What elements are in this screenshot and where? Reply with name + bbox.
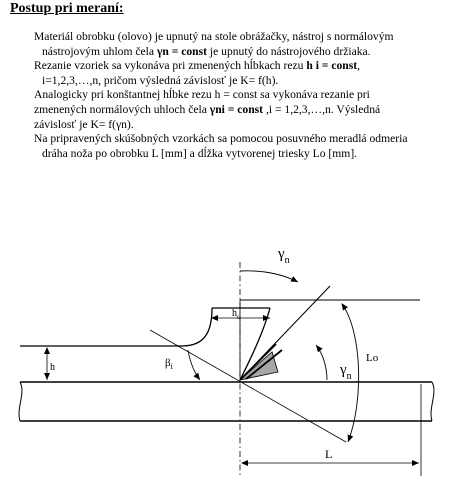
text-run: Materiál obrobku (olovo) je upnutý na stole obrážačky, nástroj s normálovým [34, 30, 394, 43]
text-run: je upnutý do nástrojového držiaka. [207, 44, 371, 58]
gamma-right-label: $\gamma_n$ [340, 362, 352, 382]
shear-line [150, 330, 346, 442]
depth-const: h i = const [306, 59, 358, 73]
l-label: L [325, 447, 333, 461]
h-label: h [50, 362, 55, 373]
rake-angle-const: γn = const [156, 44, 207, 58]
text-run: ,i = 1,2,3,…,n. Výsledná [263, 102, 381, 116]
text-run: Analogicky pri konštantnej hĺbke rezu h = const sa vykonáva rezanie pri [34, 88, 370, 102]
text-run: , [357, 59, 360, 73]
text-run: zmenených normálových uhloch čela [34, 102, 210, 116]
beta-label: $\beta_i$ [165, 357, 173, 371]
gamma-top-arc [240, 271, 298, 282]
page-title: Postup pri meraní: [10, 1, 124, 16]
text-run: i=1,2,3,…,n, pričom výsledná závislosť je K= f(h). [42, 73, 279, 87]
text-run: Na pripravených skúšobných vzorkách sa pomocou posuvného meradlá odmeria [34, 132, 408, 146]
rake-angle-i-const: γni = const [209, 102, 264, 116]
gamma-top-label: $\gamma_n$ [278, 246, 290, 266]
workpiece [19, 382, 434, 421]
text-run: závislosť je K= f(γn). [34, 117, 134, 131]
text-run: Rezanie vzoriek sa vykonáva pri zmenených hĺbkach rezu [34, 59, 307, 73]
gamma-right-arc [316, 345, 327, 380]
depth-dim [20, 346, 47, 380]
beta-arc [188, 350, 200, 380]
text-run: nástrojovým uhlom čela [42, 44, 157, 58]
h0-label: $h_o$ [232, 308, 241, 321]
text-run: dráha noža po obrobku L [mm] a dĺžka vytvorenej triesky Lo [mm]. [42, 146, 358, 160]
lo-label: Lo [366, 352, 379, 364]
